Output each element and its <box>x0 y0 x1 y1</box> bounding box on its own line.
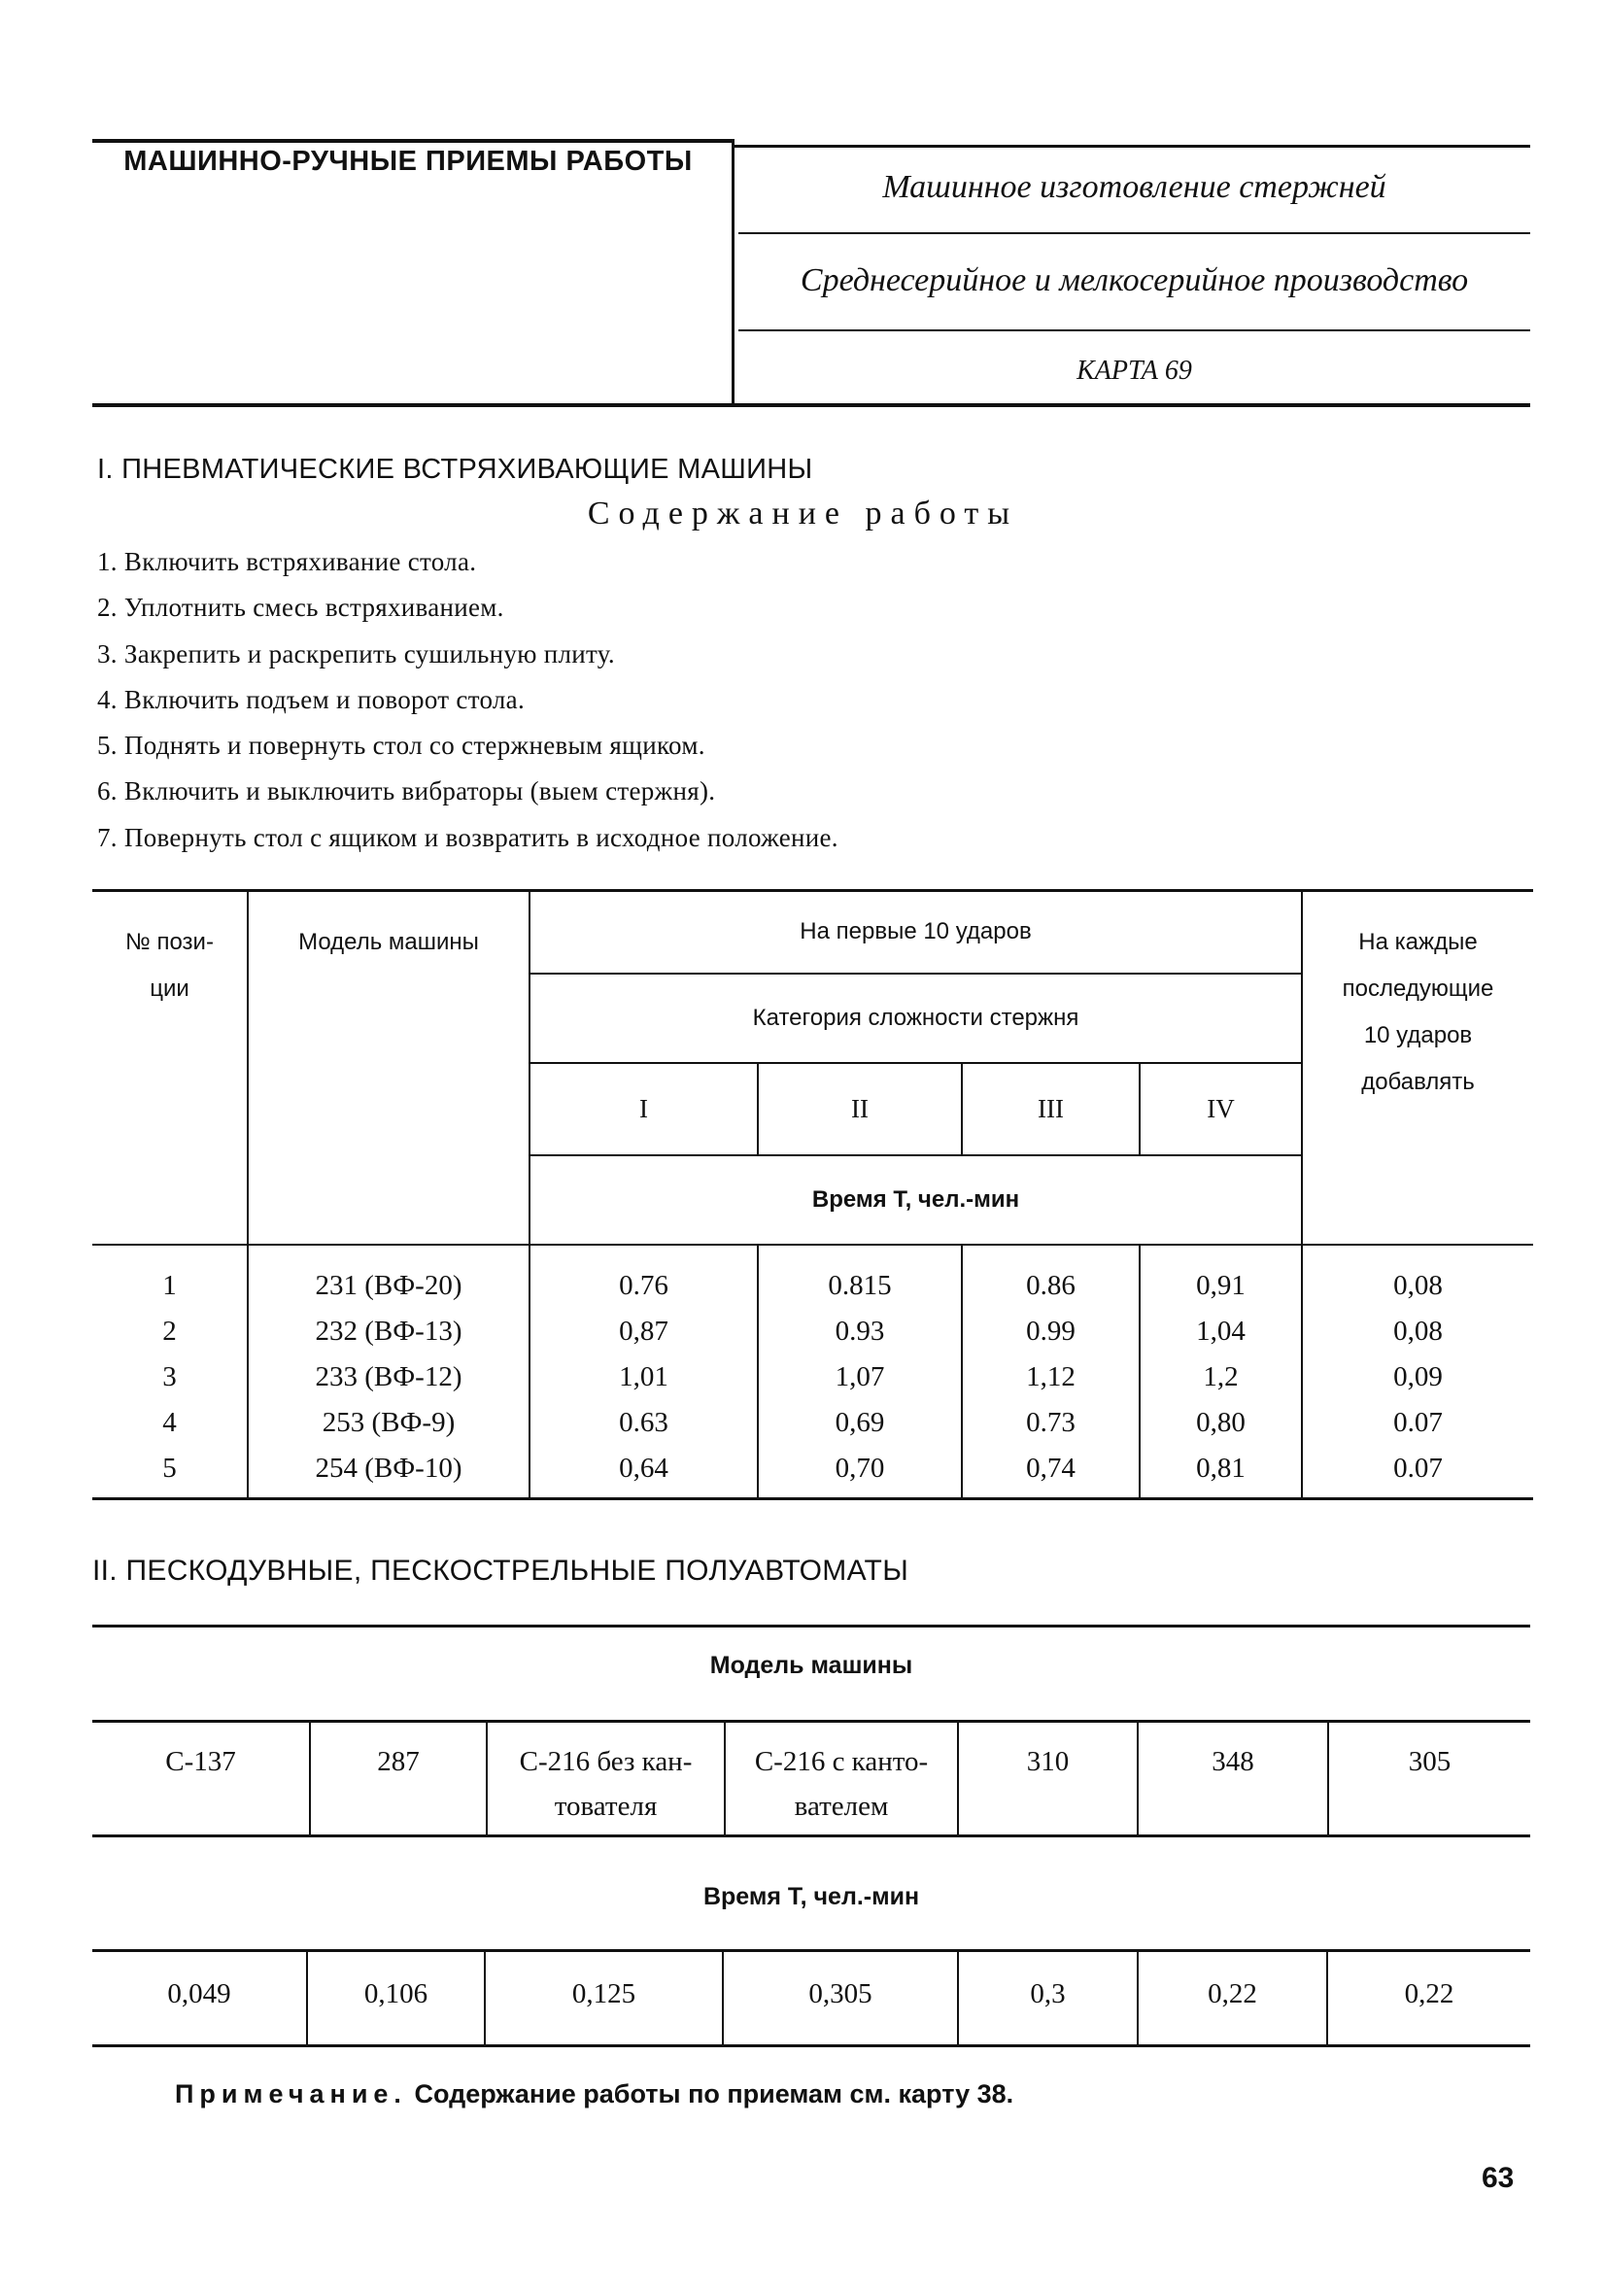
table-row <box>92 1245 1533 1309</box>
cell-model: 233 (ВФ-12) <box>248 1354 530 1400</box>
cell-value: 0,64 <box>530 1446 758 1499</box>
cell-position: 2 <box>92 1309 248 1354</box>
time-cell: 0,22 <box>1139 1951 1328 2044</box>
note-text: Содержание работы по приемам см. карту 38. <box>406 2079 1014 2108</box>
cell-model: 232 (ВФ-13) <box>248 1309 530 1354</box>
cell-value: 0,69 <box>758 1400 962 1446</box>
table-row <box>92 1400 1533 1446</box>
table-row <box>92 1354 1533 1400</box>
cell-value: 0,70 <box>758 1446 962 1499</box>
model-cell: С-216 без кан- тователя <box>488 1722 726 1834</box>
time-label: Время Т, чел.-мин <box>702 1883 920 1910</box>
time-cell: 0,22 <box>1404 1978 1454 2009</box>
cell-value: 0.73 <box>962 1400 1140 1446</box>
category-iii: III <box>962 1063 1140 1155</box>
cell-position: 4 <box>92 1400 248 1446</box>
time-cell: 0,049 <box>92 1951 308 2044</box>
cell-value: 0.815 <box>758 1245 962 1309</box>
cell-add: 0,08 <box>1302 1309 1533 1354</box>
time-cell: 0,305 <box>724 1951 959 2044</box>
cell-value: 0,91 <box>1140 1245 1302 1309</box>
work-step: 6. Включить и выключить вибраторы (выем стержня). <box>97 776 716 806</box>
section2-title: II. ПЕСКОДУВНЫЕ, ПЕСКОСТРЕЛЬНЫЕ ПОЛУАВТОМАТЫ <box>92 1555 909 1587</box>
work-step: 1. Включить встряхивание стола. <box>97 547 477 576</box>
cell-add: 0.07 <box>1302 1446 1533 1499</box>
category-iv: IV <box>1140 1063 1302 1155</box>
cell-value: 0.76 <box>530 1245 758 1309</box>
cell-value: 1,12 <box>962 1354 1140 1400</box>
header-right-title: Машинное изготовление стержней <box>882 169 1386 205</box>
note-label: Примечание. <box>175 2079 407 2108</box>
models-label: Модель машины <box>709 1652 913 1679</box>
cell-value: 0,80 <box>1140 1400 1302 1446</box>
cell-add: 0,09 <box>1302 1354 1533 1400</box>
model-cell: 287 <box>311 1722 488 1834</box>
col-header-category: Категория сложности стержня <box>530 974 1302 1063</box>
cell-value: 1,2 <box>1140 1354 1302 1400</box>
table-row <box>92 1309 1533 1354</box>
cell-value: 0.99 <box>962 1309 1140 1354</box>
header-left-title: МАШИННО-РУЧНЫЕ ПРИЕМЫ РАБОТЫ <box>123 146 693 177</box>
category-ii: II <box>758 1063 962 1155</box>
work-step: 2. Уплотнить смесь встряхиванием. <box>97 593 504 623</box>
cell-add: 0,08 <box>1302 1245 1533 1309</box>
time-cell: 0,106 <box>308 1951 486 2044</box>
page-number: 63 <box>1482 2162 1515 2194</box>
time-norms-table <box>92 889 1533 1500</box>
content-title: Содержание работы <box>587 496 1019 531</box>
table-row <box>92 1446 1533 1499</box>
model-cell: 348 <box>1139 1722 1329 1834</box>
cell-value: 0,81 <box>1140 1446 1302 1499</box>
category-i: I <box>530 1063 758 1155</box>
models-row <box>92 1722 1530 1834</box>
cell-add: 0.07 <box>1302 1400 1533 1446</box>
cell-value: 0,87 <box>530 1309 758 1354</box>
cell-model: 231 (ВФ-20) <box>248 1245 530 1309</box>
work-step: 3. Закрепить и раскрепить сушильную плиту. <box>97 638 615 668</box>
work-step: 5. Поднять и повернуть стол со стержневым ящиком. <box>97 731 705 761</box>
times-row <box>92 1951 1530 2044</box>
card-number: КАРТА 69 <box>1076 356 1192 386</box>
header-right-subtitle: Среднесерийное и мелкосерийное производство <box>800 262 1469 298</box>
cell-position: 5 <box>92 1446 248 1499</box>
cell-model: 253 (ВФ-9) <box>248 1400 530 1446</box>
cell-value: 0.86 <box>962 1245 1140 1309</box>
col-header-each10: На каждые последующие 10 ударов добавлять <box>1302 891 1533 1245</box>
model-cell: С-216 с канто- вателем <box>726 1722 959 1834</box>
model-cell: 305 <box>1408 1746 1452 1777</box>
work-step: 4. Включить подъем и поворот стола. <box>97 684 526 714</box>
cell-value: 1,04 <box>1140 1309 1302 1354</box>
time-cell: 0,125 <box>486 1951 724 2044</box>
work-steps-list <box>97 539 838 861</box>
col-header-first10: На первые 10 ударов <box>530 891 1302 974</box>
cell-value: 1,01 <box>530 1354 758 1400</box>
work-step: 7. Повернуть стол с ящиком и возвратить в исходное положение. <box>97 822 838 852</box>
cell-position: 1 <box>92 1245 248 1309</box>
cell-value: 0,74 <box>962 1446 1140 1499</box>
cell-value: 1,07 <box>758 1354 962 1400</box>
cell-value: 0.63 <box>530 1400 758 1446</box>
model-cell: 310 <box>959 1722 1139 1834</box>
cell-value: 0.93 <box>758 1309 962 1354</box>
section1-title: I. ПНЕВМАТИЧЕСКИЕ ВСТРЯХИВАЮЩИЕ МАШИНЫ <box>97 454 813 485</box>
col-header-time: Время Т, чел.-мин <box>530 1155 1302 1245</box>
time-cell: 0,3 <box>959 1951 1139 2044</box>
col-header-position: № пози- ции <box>92 891 248 1245</box>
note <box>175 2079 1013 2109</box>
cell-model: 254 (ВФ-10) <box>248 1446 530 1499</box>
cell-position: 3 <box>92 1354 248 1400</box>
model-cell: С-137 <box>92 1722 311 1834</box>
col-header-model: Модель машины <box>248 891 530 1245</box>
